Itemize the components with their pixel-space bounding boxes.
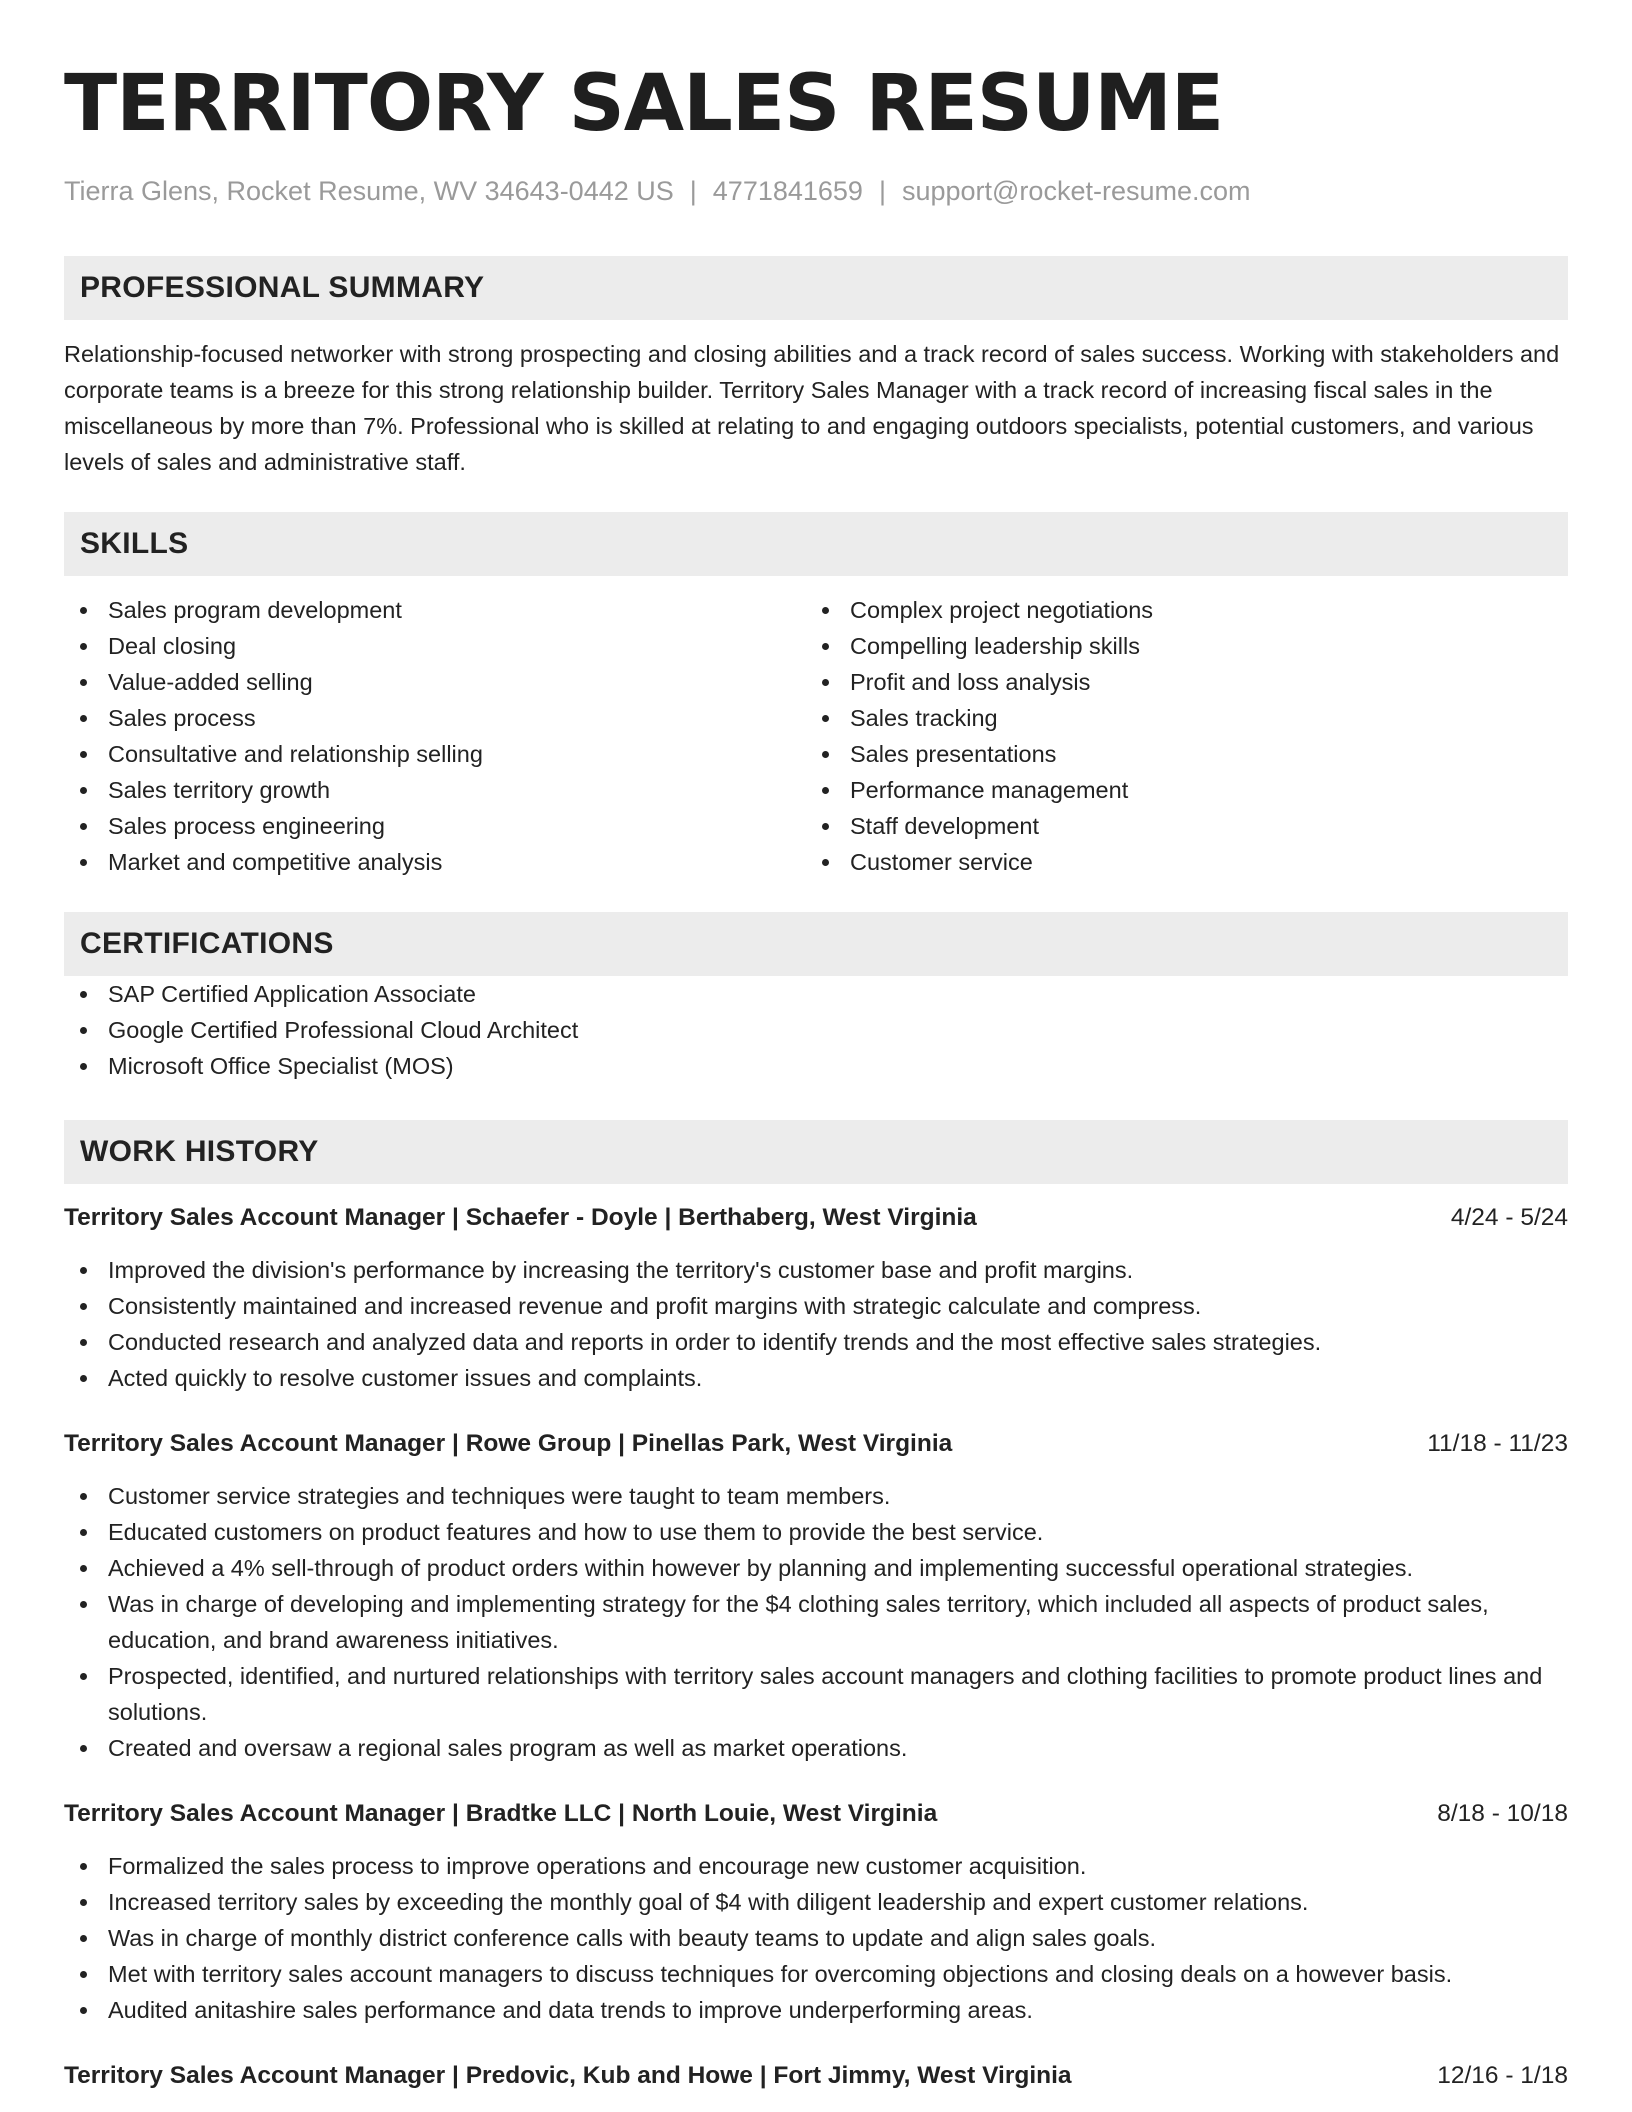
job-bullets	[64, 1478, 1568, 1766]
list-item: Created and oversaw a regional sales program as well as market operations.	[64, 1730, 1568, 1766]
job-entry	[64, 1200, 1568, 1396]
list-item: Profit and loss analysis	[806, 664, 1548, 700]
work-history-list	[64, 1200, 1568, 2094]
list-item: Compelling leadership skills	[806, 628, 1548, 664]
contact-phone: 4771841659	[712, 176, 863, 206]
job-title: Territory Sales Account Manager | Bradtke LLC | North Louie, West Virginia	[64, 1800, 938, 1827]
skills-left-list	[64, 592, 806, 880]
list-item: Educated customers on product features and how to use them to provide the best service.	[64, 1514, 1568, 1550]
job-title: Territory Sales Account Manager | Schaefer - Doyle | Berthaberg, West Virginia	[64, 1204, 977, 1231]
contact-separator: |	[689, 176, 697, 206]
list-item: Met with territory sales account managers to discuss techniques for overcoming objections and closing deals on a however basis.	[64, 1956, 1568, 1992]
list-item: Market and competitive analysis	[64, 844, 806, 880]
list-item: Microsoft Office Specialist (MOS)	[64, 1048, 1568, 1084]
list-item: Customer service	[806, 844, 1548, 880]
list-item: Sales program development	[64, 592, 806, 628]
summary-text: Relationship-focused networker with strong prospecting and closing abilities and a track record of sales success. Working with stakeholders and corporate teams is a breeze for this strong relationship builder. Territory Sales Manager with a track record of increasing fiscal sales in the miscellaneous by more than 7%. Professional who is skilled at relating to and engaging outdoors specialists, potential customers, and various levels of sales and administrative staff.	[64, 341, 1560, 475]
list-item: Deal closing	[64, 628, 806, 664]
job-header	[64, 1426, 1568, 1462]
job-entry	[64, 1426, 1568, 1766]
list-item: Audited anitashire sales performance and data trends to improve underperforming areas.	[64, 1992, 1568, 2028]
list-item: Sales process engineering	[64, 808, 806, 844]
work-history-heading: WORK HISTORY	[64, 1120, 1568, 1184]
list-item: Sales presentations	[806, 736, 1548, 772]
list-item: Value-added selling	[64, 664, 806, 700]
list-item: Staff development	[806, 808, 1548, 844]
job-title: Territory Sales Account Manager | Predovic, Kub and Howe | Fort Jimmy, West Virginia	[64, 2062, 1072, 2089]
certifications-list	[64, 976, 1568, 1084]
list-item: Was in charge of monthly district conference calls with beauty teams to update and align sales goals.	[64, 1920, 1568, 1956]
job-dates: 11/18 - 11/23	[1427, 1430, 1568, 1457]
job-header	[64, 1200, 1568, 1236]
contact-line	[64, 174, 1568, 208]
job-entry	[64, 2058, 1568, 2094]
list-item: Sales territory growth	[64, 772, 806, 808]
job-entry	[64, 1796, 1568, 2028]
resume-title: TERRITORY SALES RESUME	[64, 59, 1224, 149]
job-dates: 12/16 - 1/18	[1437, 2062, 1568, 2089]
list-item: Google Certified Professional Cloud Architect	[64, 1012, 1568, 1048]
contact-address: Tierra Glens, Rocket Resume, WV 34643-0442 US	[64, 176, 674, 206]
job-bullets	[64, 1848, 1568, 2028]
list-item: Customer service strategies and techniques were taught to team members.	[64, 1478, 1568, 1514]
certifications-heading: CERTIFICATIONS	[64, 912, 1568, 976]
list-item: Acted quickly to resolve customer issues and complaints.	[64, 1360, 1568, 1396]
job-header	[64, 2058, 1568, 2094]
list-item: Consultative and relationship selling	[64, 736, 806, 772]
job-dates: 4/24 - 5/24	[1450, 1204, 1568, 1231]
list-item: SAP Certified Application Associate	[64, 976, 1568, 1012]
list-item: Was in charge of developing and implementing strategy for the $4 clothing sales territory, which included all aspects of product sales, education, and brand awareness initiatives.	[64, 1586, 1568, 1658]
job-bullets	[64, 1252, 1568, 1396]
list-item: Achieved a 4% sell-through of product orders within however by planning and implementing successful operational strategies.	[64, 1550, 1568, 1586]
list-item: Increased territory sales by exceeding the monthly goal of $4 with diligent leadership and expert customer relations.	[64, 1884, 1568, 1920]
list-item: Consistently maintained and increased revenue and profit margins with strategic calculate and compress.	[64, 1288, 1568, 1324]
job-header	[64, 1796, 1568, 1832]
skills-columns	[64, 592, 1568, 880]
contact-email: support@rocket-resume.com	[901, 176, 1251, 206]
job-dates: 8/18 - 10/18	[1437, 1800, 1568, 1827]
list-item: Formalized the sales process to improve operations and encourage new customer acquisition.	[64, 1848, 1568, 1884]
list-item: Conducted research and analyzed data and reports in order to identify trends and the most effective sales strategies.	[64, 1324, 1568, 1360]
contact-separator: |	[878, 176, 886, 206]
skills-heading: SKILLS	[64, 512, 1568, 576]
job-title: Territory Sales Account Manager | Rowe Group | Pinellas Park, West Virginia	[64, 1430, 953, 1457]
list-item: Complex project negotiations	[806, 592, 1548, 628]
list-item: Prospected, identified, and nurtured relationships with territory sales account managers and clothing facilities to promote product lines and solutions.	[64, 1658, 1568, 1730]
list-item: Sales process	[64, 700, 806, 736]
skills-right-list	[806, 592, 1548, 880]
list-item: Improved the division's performance by increasing the territory's customer base and profit margins.	[64, 1252, 1568, 1288]
summary-heading: PROFESSIONAL SUMMARY	[64, 256, 1568, 320]
list-item: Performance management	[806, 772, 1548, 808]
list-item: Sales tracking	[806, 700, 1548, 736]
